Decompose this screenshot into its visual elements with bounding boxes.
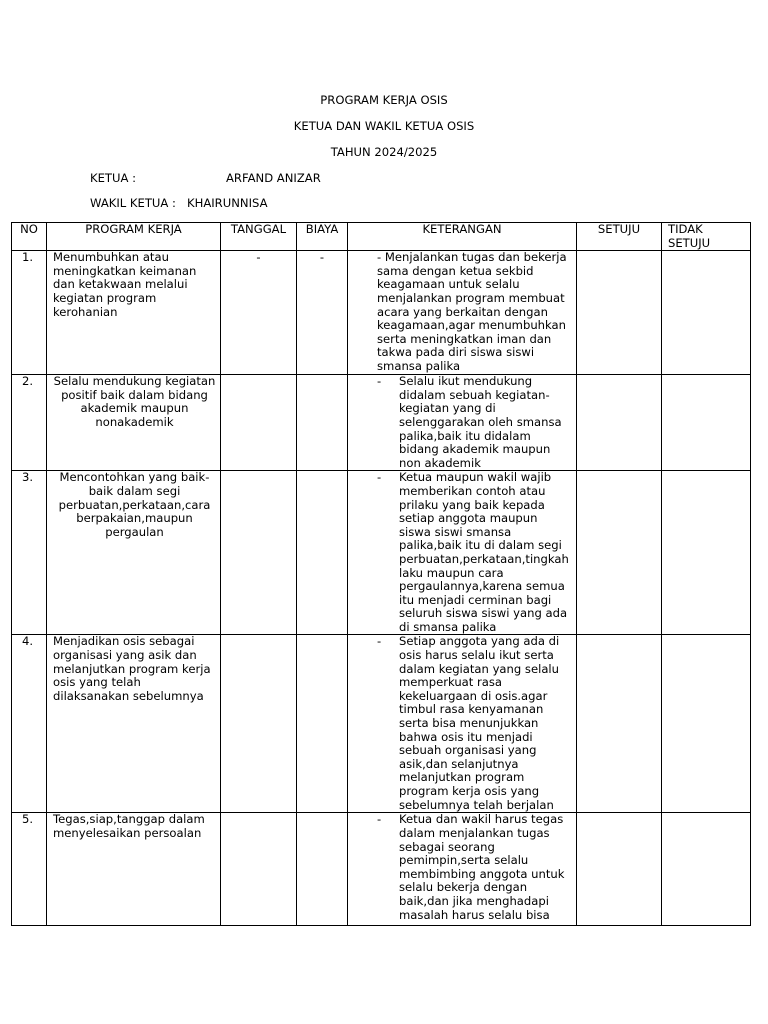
cell-tidak-setuju[interactable]	[662, 813, 751, 926]
cell-tanggal	[221, 375, 297, 471]
cell-tidak-setuju[interactable]	[662, 471, 751, 635]
cell-program: Mencontohkan yang baik-baik dalam segi perbuatan,perkataan,cara berpakaian,maupun pergaulan	[47, 471, 221, 635]
cell-tanggal	[221, 813, 297, 926]
cell-biaya	[297, 635, 348, 813]
cell-setuju[interactable]	[577, 813, 662, 926]
table-row	[12, 471, 751, 635]
cell-tidak-setuju[interactable]	[662, 375, 751, 471]
cell-program: Tegas,siap,tanggap dalam menyelesaikan persoalan	[47, 813, 221, 926]
document-subtitle: KETUA DAN WAKIL KETUA OSIS	[293, 119, 475, 133]
program-table	[11, 222, 751, 926]
cell-setuju[interactable]	[577, 375, 662, 471]
col-header-tanggal: TANGGAL	[221, 223, 297, 251]
document-year: TAHUN 2024/2025	[330, 145, 438, 159]
document-title: PROGRAM KERJA OSIS	[320, 93, 448, 107]
table-row	[12, 813, 751, 926]
cell-program: Menjadikan osis sebagai organisasi yang asik dan melanjutkan program kerja osis yang telah dilaksanakan sebelumnya	[47, 635, 221, 813]
cell-biaya: -	[297, 251, 348, 375]
keterangan-text: Ketua dan wakil harus tegas dalam menjalankan tugas sebagai seorang pemimpin,serta selalu membimbing anggota untuk selalu bekerja dengan baik,dan jika menghadapi masalah harus selalu bisa	[399, 812, 565, 922]
keterangan-text: Ketua maupun wakil wajib memberikan contoh atau prilaku yang baik kepada setiap anggota maupun siswa siswi smansa palika,baik itu di dalam segi perbuatan,perkataan,tingkah laku maupun cara pergaulannya,karena semua itu menjadi cerminan bagi seluruh siswa siswi yang ada di smansa palika	[399, 470, 569, 634]
cell-tidak-setuju[interactable]	[662, 251, 751, 375]
cell-tidak-setuju[interactable]	[662, 635, 751, 813]
cell-tanggal: -	[221, 251, 297, 375]
ketua-line	[90, 171, 321, 185]
col-header-setuju: SETUJU	[577, 223, 662, 251]
cell-biaya	[297, 471, 348, 635]
col-header-keterangan: KETERANGAN	[348, 223, 577, 251]
cell-keterangan	[348, 813, 577, 926]
wakil-line	[90, 196, 268, 210]
cell-keterangan	[348, 635, 577, 813]
keterangan-text: Selalu ikut mendukung didalam sebuah kegiatan-kegiatan yang di selenggarakan oleh smansa palika,baik itu didalam bidang akademik maupun non akademik	[399, 374, 562, 470]
col-header-biaya: BIAYA	[297, 223, 348, 251]
cell-no: 4.	[12, 635, 47, 813]
cell-keterangan: - Menjalankan tugas dan bekerja sama dengan ketua sekbid keagamaan untuk selalu menjalankan program membuat acara yang berkaitan dengan keagamaan,agar menumbuhkan serta meningkatkan iman dan takwa pada diri siswa siswi smansa palika	[348, 251, 577, 375]
ketua-name: ARFAND ANIZAR	[226, 171, 321, 185]
bullet-dash: -	[377, 470, 382, 485]
col-header-program: PROGRAM KERJA	[47, 223, 221, 251]
ketua-label: KETUA :	[90, 171, 137, 185]
table-row	[12, 635, 751, 813]
wakil-label: WAKIL KETUA :	[90, 196, 176, 210]
cell-tanggal	[221, 635, 297, 813]
cell-setuju[interactable]	[577, 251, 662, 375]
table-row	[12, 375, 751, 471]
cell-program: Menumbuhkan atau meningkatkan keimanan dan ketakwaan melalui kegiatan program kerohanian	[47, 251, 221, 375]
col-header-no: NO	[12, 223, 47, 251]
cell-no: 1.	[12, 251, 47, 375]
wakil-name: KHAIRUNNISA	[187, 196, 268, 210]
cell-setuju[interactable]	[577, 635, 662, 813]
cell-program: Selalu mendukung kegiatan positif baik dalam bidang akademik maupun nonakademik	[47, 375, 221, 471]
cell-setuju[interactable]	[577, 471, 662, 635]
cell-biaya	[297, 813, 348, 926]
table-row	[12, 251, 751, 375]
cell-no: 2.	[12, 375, 47, 471]
bullet-dash: -	[377, 374, 382, 389]
col-header-tidak-setuju: TIDAK SETUJU	[662, 223, 751, 251]
bullet-dash: -	[377, 634, 382, 649]
table-header-row	[12, 223, 751, 251]
cell-tanggal	[221, 471, 297, 635]
bullet-dash: -	[377, 812, 382, 827]
cell-biaya	[297, 375, 348, 471]
keterangan-text: Setiap anggota yang ada di osis harus selalu ikut serta dalam kegiatan yang selalu memperkuat rasa kekeluargaan di osis.agar timbul rasa kenyamanan serta bisa menunjukkan bahwa osis itu menjadi sebuah organisasi yang asik,dan selanjutnya melanjutkan program program kerja osis yang sebelumnya telah berjalan	[399, 634, 560, 812]
cell-keterangan	[348, 375, 577, 471]
cell-no: 5.	[12, 813, 47, 926]
cell-no: 3.	[12, 471, 47, 635]
cell-keterangan	[348, 471, 577, 635]
